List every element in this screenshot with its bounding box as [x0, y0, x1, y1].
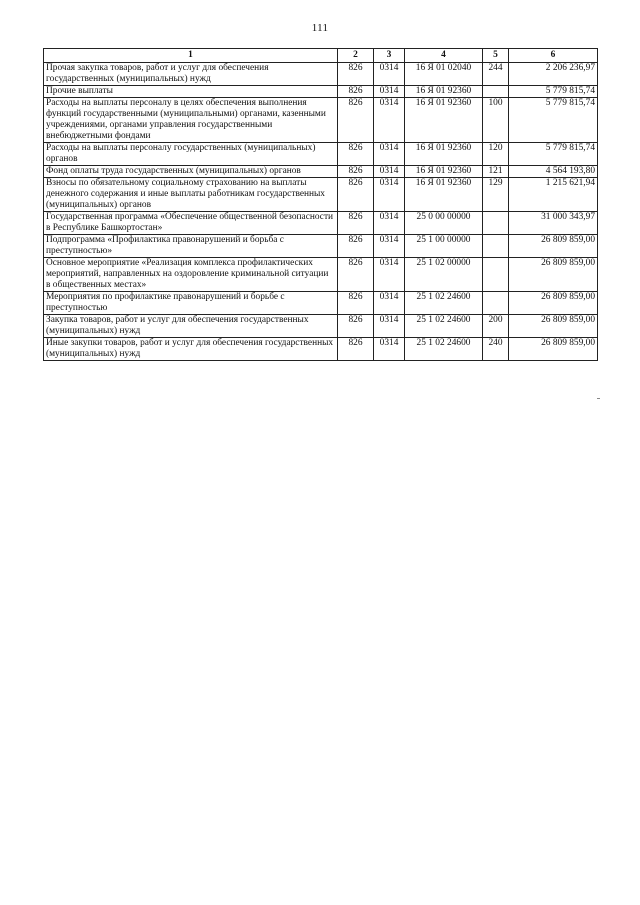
row-name-cell: Расходы на выплаты персоналу в целях обеспечения выполнения функций государственными (муниципальными) органами, казенными учреждениями, органами управления государственными внебюджетными фондами: [44, 98, 338, 143]
row-expense-type-cell: 200: [483, 315, 509, 338]
table-body: [44, 63, 598, 361]
row-sum-cell: 5 779 815,74: [509, 86, 598, 98]
row-expense-type-cell: 244: [483, 63, 509, 86]
row-section-cell: 0314: [374, 258, 405, 292]
row-sum-cell: 26 809 859,00: [509, 338, 598, 361]
row-name-cell: Прочие выплаты: [44, 86, 338, 98]
row-ministry-code-cell: 826: [338, 235, 374, 258]
row-sum-cell: 2 206 236,97: [509, 63, 598, 86]
row-sum-cell: 26 809 859,00: [509, 235, 598, 258]
row-ministry-code-cell: 826: [338, 315, 374, 338]
row-expense-type-cell: 100: [483, 98, 509, 143]
row-expense-type-cell: 240: [483, 338, 509, 361]
row-expense-type-cell: [483, 258, 509, 292]
table-row: [44, 86, 598, 98]
row-ministry-code-cell: 826: [338, 338, 374, 361]
row-article-cell: 25 1 02 00000: [405, 258, 483, 292]
row-article-cell: 16 Я 01 92360: [405, 166, 483, 178]
table-row: [44, 98, 598, 143]
table-row: [44, 235, 598, 258]
row-expense-type-cell: 120: [483, 143, 509, 166]
row-ministry-code-cell: 826: [338, 178, 374, 212]
row-expense-type-cell: [483, 292, 509, 315]
row-article-cell: 25 1 00 00000: [405, 235, 483, 258]
row-name-cell: Мероприятия по профилактике правонарушений и борьбе с преступностью: [44, 292, 338, 315]
header-col-2: 2: [338, 49, 374, 63]
row-article-cell: 25 1 02 24600: [405, 315, 483, 338]
header-col-3: 3: [374, 49, 405, 63]
row-expense-type-cell: 129: [483, 178, 509, 212]
table-row: [44, 143, 598, 166]
row-ministry-code-cell: 826: [338, 63, 374, 86]
header-col-4: 4: [405, 49, 483, 63]
row-article-cell: 16 Я 01 92360: [405, 178, 483, 212]
row-ministry-code-cell: 826: [338, 258, 374, 292]
row-sum-cell: 5 779 815,74: [509, 98, 598, 143]
table-row: [44, 315, 598, 338]
row-sum-cell: 31 000 343,97: [509, 212, 598, 235]
row-section-cell: 0314: [374, 63, 405, 86]
row-name-cell: Взносы по обязательному социальному страхованию на выплаты денежного содержания и иные выплаты работникам государственных (муниципальных) органов: [44, 178, 338, 212]
row-name-cell: Расходы на выплаты персоналу государственных (муниципальных) органов: [44, 143, 338, 166]
table-row: [44, 212, 598, 235]
row-ministry-code-cell: 826: [338, 166, 374, 178]
row-name-cell: Основное мероприятие «Реализация комплекса профилактических мероприятий, направленных на оздоровление криминальной ситуации в общественных местах»: [44, 258, 338, 292]
row-section-cell: 0314: [374, 178, 405, 212]
row-name-cell: Фонд оплаты труда государственных (муниципальных) органов: [44, 166, 338, 178]
table-row: [44, 63, 598, 86]
row-expense-type-cell: [483, 86, 509, 98]
row-ministry-code-cell: 826: [338, 292, 374, 315]
table-row: [44, 292, 598, 315]
row-ministry-code-cell: 826: [338, 98, 374, 143]
row-article-cell: 16 Я 01 92360: [405, 86, 483, 98]
row-ministry-code-cell: 826: [338, 212, 374, 235]
row-sum-cell: 5 779 815,74: [509, 143, 598, 166]
row-article-cell: 25 0 00 00000: [405, 212, 483, 235]
row-section-cell: 0314: [374, 98, 405, 143]
header-col-1: 1: [44, 49, 338, 63]
page-number: 111: [311, 22, 329, 34]
row-article-cell: 16 Я 01 92360: [405, 143, 483, 166]
row-sum-cell: 4 564 193,80: [509, 166, 598, 178]
row-sum-cell: 26 809 859,00: [509, 292, 598, 315]
header-row: [44, 49, 598, 63]
row-article-cell: 16 Я 01 02040: [405, 63, 483, 86]
row-article-cell: 25 1 02 24600: [405, 292, 483, 315]
row-section-cell: 0314: [374, 235, 405, 258]
row-expense-type-cell: [483, 212, 509, 235]
row-sum-cell: 26 809 859,00: [509, 315, 598, 338]
row-sum-cell: 1 215 621,94: [509, 178, 598, 212]
row-section-cell: 0314: [374, 338, 405, 361]
table-row: [44, 178, 598, 212]
table-row: [44, 258, 598, 292]
row-section-cell: 0314: [374, 166, 405, 178]
row-name-cell: Прочая закупка товаров, работ и услуг для обеспечения государственных (муниципальных) нужд: [44, 63, 338, 86]
row-section-cell: 0314: [374, 212, 405, 235]
header-col-5: 5: [483, 49, 509, 63]
row-ministry-code-cell: 826: [338, 86, 374, 98]
row-name-cell: Подпрограмма «Профилактика правонарушений и борьба с преступностью»: [44, 235, 338, 258]
table-header: [44, 49, 598, 63]
row-section-cell: 0314: [374, 86, 405, 98]
row-ministry-code-cell: 826: [338, 143, 374, 166]
row-sum-cell: 26 809 859,00: [509, 258, 598, 292]
row-name-cell: Иные закупки товаров, работ и услуг для обеспечения государственных (муниципальных) нужд: [44, 338, 338, 361]
scan-mark: [597, 398, 600, 399]
row-name-cell: Государственная программа «Обеспечение общественной безопасности в Республике Башкортостан»: [44, 212, 338, 235]
row-name-cell: Закупка товаров, работ и услуг для обеспечения государственных (муниципальных) нужд: [44, 315, 338, 338]
row-section-cell: 0314: [374, 143, 405, 166]
row-expense-type-cell: [483, 235, 509, 258]
row-section-cell: 0314: [374, 292, 405, 315]
row-article-cell: 16 Я 01 92360: [405, 98, 483, 143]
row-expense-type-cell: 121: [483, 166, 509, 178]
table-row: [44, 166, 598, 178]
table-row: [44, 338, 598, 361]
row-section-cell: 0314: [374, 315, 405, 338]
header-col-6: 6: [509, 49, 598, 63]
row-article-cell: 25 1 02 24600: [405, 338, 483, 361]
budget-table: [43, 48, 598, 361]
